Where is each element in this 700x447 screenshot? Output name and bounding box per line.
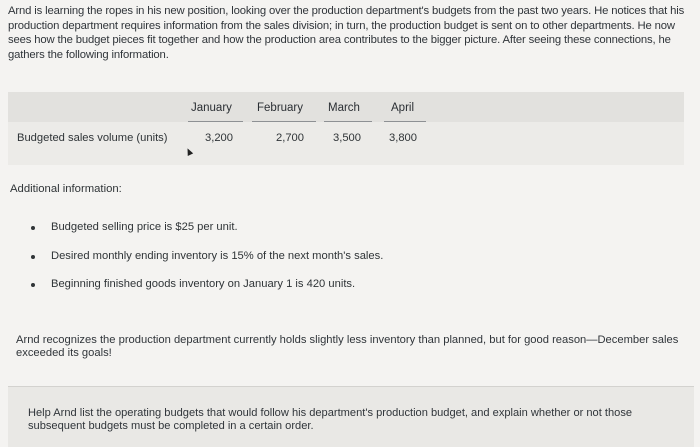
- column-underline-march: [324, 121, 372, 122]
- list-item: [0, 278, 700, 294]
- bullet-dot-icon: [31, 283, 35, 287]
- bullet-text: Desired monthly ending inventory is 15% of the next month's sales.: [51, 250, 384, 262]
- question-box: [8, 386, 694, 447]
- bullet-dot-icon: [31, 226, 35, 230]
- mouse-cursor-icon: [185, 147, 193, 156]
- list-item: [0, 221, 700, 237]
- bullet-dot-icon: [31, 255, 35, 259]
- question-text: Help Arnd list the operating budgets that would follow his department's production budget, and explain whether or not those subsequent budgets must be completed in a certain order.: [28, 407, 633, 433]
- row-label-sales-volume: Budgeted sales volume (units): [17, 132, 168, 144]
- list-item: [0, 250, 700, 266]
- cell-january: 3,200: [205, 132, 233, 144]
- cell-april: 3,800: [389, 132, 417, 144]
- cell-march: 3,500: [333, 132, 361, 144]
- column-underline-february: [252, 121, 316, 122]
- column-header-january: January: [191, 102, 232, 114]
- budget-table: [8, 92, 684, 165]
- intro-paragraph: Arnd is learning the ropes in his new position, looking over the production department's budgets from the past two years. He notices that his production department requires information from the sales division; in turn, the production budget is sent on to other departments. He now sees how the budget pieces fit together and how the production area contributes to the bigger picture. After seeing these connections, he gathers the following information.: [8, 5, 685, 61]
- bullet-text: Beginning finished goods inventory on January 1 is 420 units.: [51, 278, 356, 290]
- bullet-text: Budgeted selling price is $25 per unit.: [51, 221, 238, 233]
- note-paragraph: Arnd recognizes the production department currently holds slightly less inventory than planned, but for good reason—December sales exceeded its goals!: [16, 334, 679, 360]
- cell-february: 2,700: [276, 132, 304, 144]
- column-header-april: April: [391, 102, 415, 114]
- column-underline-january: [188, 121, 243, 122]
- column-underline-april: [384, 121, 426, 122]
- column-header-march: March: [328, 102, 360, 114]
- additional-info-heading: Additional information:: [10, 183, 122, 195]
- column-header-february: February: [257, 102, 304, 114]
